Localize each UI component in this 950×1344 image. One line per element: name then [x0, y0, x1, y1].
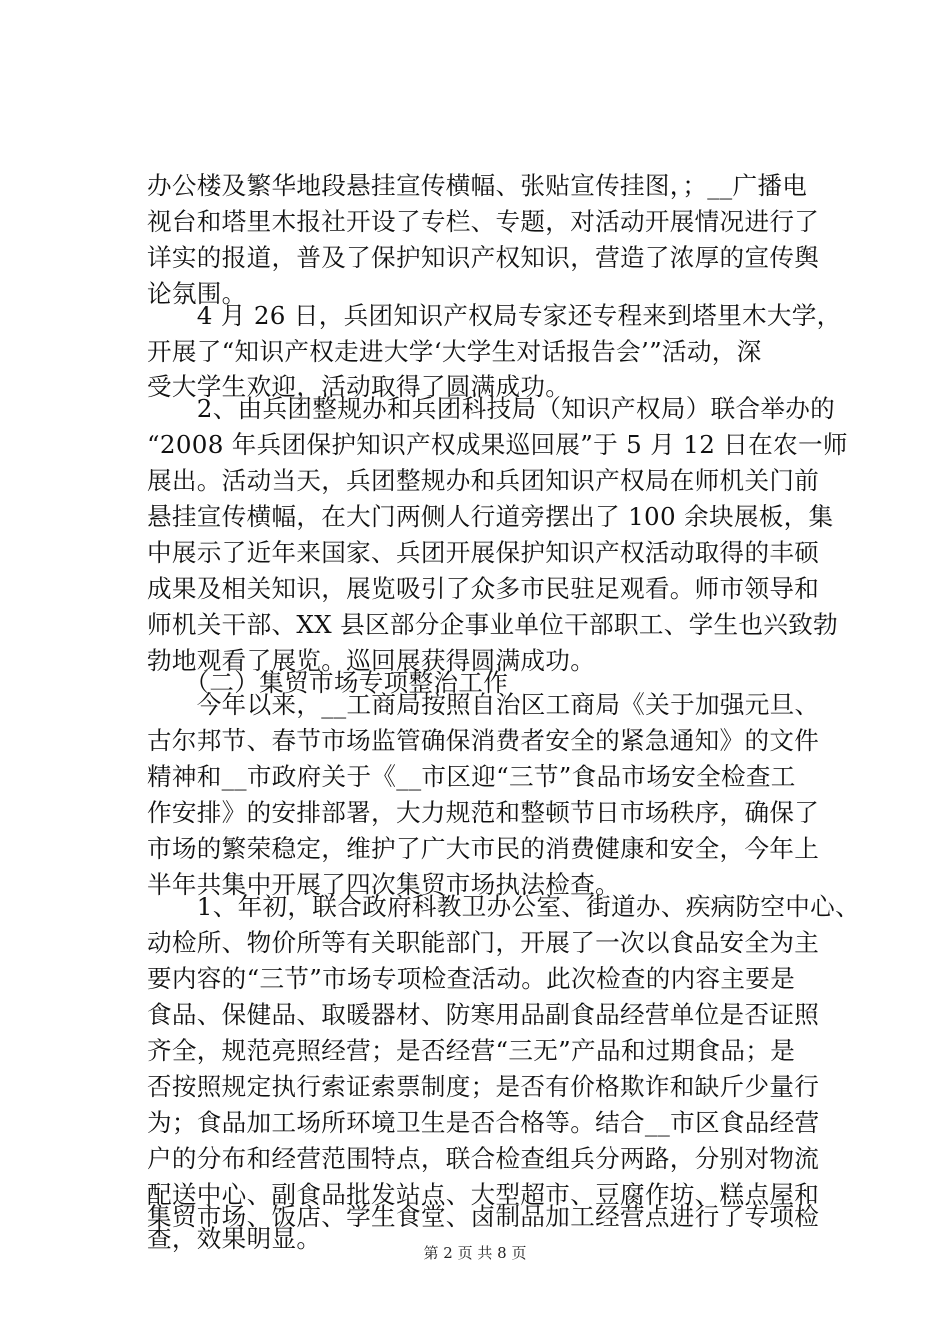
text-line: 集贸市场、饭店、学生食堂、卤制品加工经营点进行了专项检	[147, 1202, 820, 1231]
text-line: 成果及相关知识，展览吸引了众多市民驻足观看。师市领导和	[147, 574, 820, 603]
text-line: 今年以来，__工商局按照自治区工商局《关于加强元旦、	[147, 690, 820, 719]
text-line: 市场的繁荣稳定，维护了广大市民的消费健康和安全，今年上	[147, 834, 820, 863]
page-number-footer: 第 2 页 共 8 页	[423, 1244, 527, 1262]
text-line: 中展示了近年来国家、兵团开展保护知识产权活动取得的丰硕	[147, 538, 820, 567]
text-line: 受大学生欢迎，活动取得了圆满成功。	[147, 372, 571, 401]
text-line: 2、由兵团整规办和兵团科技局（知识产权局）联合举办的	[147, 394, 836, 423]
text-line: 论氛围。	[147, 279, 247, 308]
text-line: 古尔邦节、春节市场监管确保消费者安全的紧急通知》的文件	[147, 726, 820, 755]
text-line: 视台和塔里木报社开设了专栏、专题，对活动开展情况进行了	[147, 207, 820, 236]
text-line: 师机关干部、XX 县区部分企事业单位干部职工、学生也兴致勃	[147, 610, 838, 639]
text-line: 配送中心、副食品批发站点、大型超市、豆腐作坊、糕点屋和	[147, 1180, 820, 1209]
text-line: 查，效果明显。	[147, 1224, 322, 1253]
text-line: 食品、保健品、取暖器材、防寒用品副食品经营单位是否证照	[147, 1000, 820, 1029]
text-line: 办公楼及繁华地段悬挂宣传横幅、张贴宣传挂图，；__广播电	[147, 171, 808, 200]
section-heading: （二）集贸市场专项整治工作	[147, 668, 509, 697]
text-line: 动检所、物价所等有关职能部门，开展了一次以食品安全为主	[147, 928, 820, 957]
text-line: 4 月 26 日，兵团知识产权局专家还专程来到塔里木大学，	[147, 301, 842, 330]
text-line: 否按照规定执行索证索票制度；是否有价格欺诈和缺斤少量行	[147, 1072, 820, 1101]
text-line: 悬挂宣传横幅，在大门两侧人行道旁摆出了 100 余块展板，集	[147, 502, 834, 531]
text-line: 展出。活动当天，兵团整规办和兵团知识产权局在师机关门前	[147, 466, 820, 495]
text-line: “2008 年兵团保护知识产权成果巡回展”于 5 月 12 日在农一师	[147, 430, 848, 459]
text-line: 勃地观看了展览。巡回展获得圆满成功。	[147, 646, 596, 675]
text-line: 要内容的“三节”市场专项检查活动。此次检查的内容主要是	[147, 964, 796, 993]
text-line: 为；食品加工场所环境卫生是否合格等。结合__市区食品经营	[147, 1108, 820, 1137]
text-line: 开展了“知识产权走进大学‘大学生对话报告会’”活动，深	[147, 337, 762, 366]
text-line: 户的分布和经营范围特点，联合检查组兵分两路，分别对物流	[147, 1144, 820, 1173]
text-line: 1、年初，联合政府科教卫办公室、街道办、疾病防空中心、	[147, 892, 860, 921]
text-line: 作安排》的安排部署，大力规范和整顿节日市场秩序，确保了	[147, 798, 820, 827]
text-line: 详实的报道，普及了保护知识产权知识，营造了浓厚的宣传舆	[147, 243, 820, 272]
text-line: 齐全，规范亮照经营；是否经营“三无”产品和过期食品；是	[147, 1036, 796, 1065]
text-line: 精神和__市政府关于《__市区迎“三节”食品市场安全检查工	[147, 762, 796, 791]
text-line: 半年共集中开展了四次集贸市场执法检查。	[147, 870, 620, 899]
